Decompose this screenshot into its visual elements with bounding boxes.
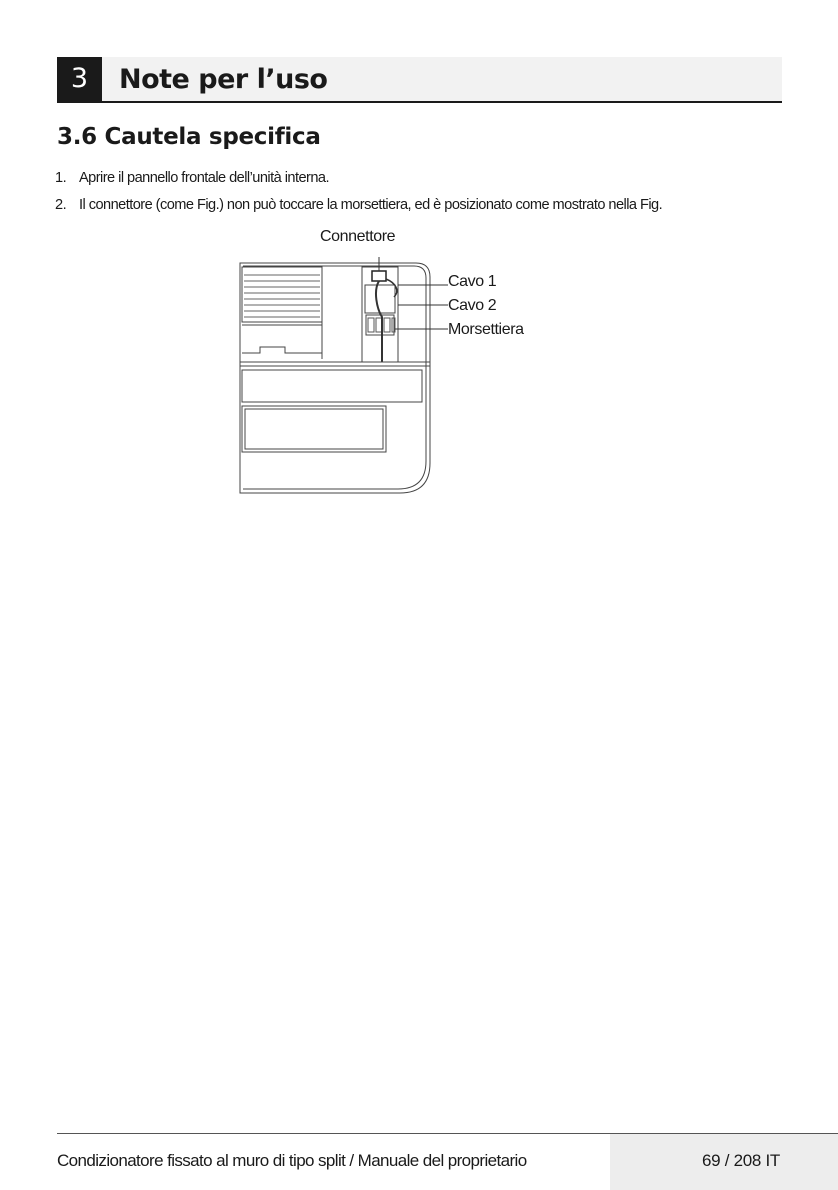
footer-manual-title: Condizionatore fissato al muro di tipo split / Manuale del proprietario bbox=[57, 1151, 527, 1170]
label-cable-2: Cavo 2 bbox=[448, 297, 497, 314]
step-item bbox=[55, 193, 785, 220]
step-number: 1. bbox=[55, 170, 67, 186]
section-title: 3.6 Cautela specifica bbox=[57, 124, 321, 150]
step-text: Aprire il pannello frontale dell’unità interna. bbox=[79, 170, 329, 186]
footer-page-number: 69 / 208 IT bbox=[702, 1151, 780, 1170]
step-list bbox=[55, 166, 785, 220]
step-number: 2. bbox=[55, 197, 67, 213]
chapter-header bbox=[57, 57, 782, 103]
label-cable-1: Cavo 1 bbox=[448, 273, 497, 290]
label-terminal-block: Morsettiera bbox=[448, 321, 524, 338]
chapter-number: 3 bbox=[57, 57, 102, 101]
indoor-unit-drawing bbox=[230, 225, 550, 500]
step-item bbox=[55, 166, 785, 193]
label-connector: Connettore bbox=[320, 228, 396, 245]
chapter-title: Note per l’uso bbox=[119, 64, 328, 95]
step-text: Il connettore (come Fig.) non può toccare la morsettiera, ed è posizionato come mostrato nella Fig. bbox=[79, 197, 663, 213]
indoor-unit-figure bbox=[230, 225, 550, 500]
